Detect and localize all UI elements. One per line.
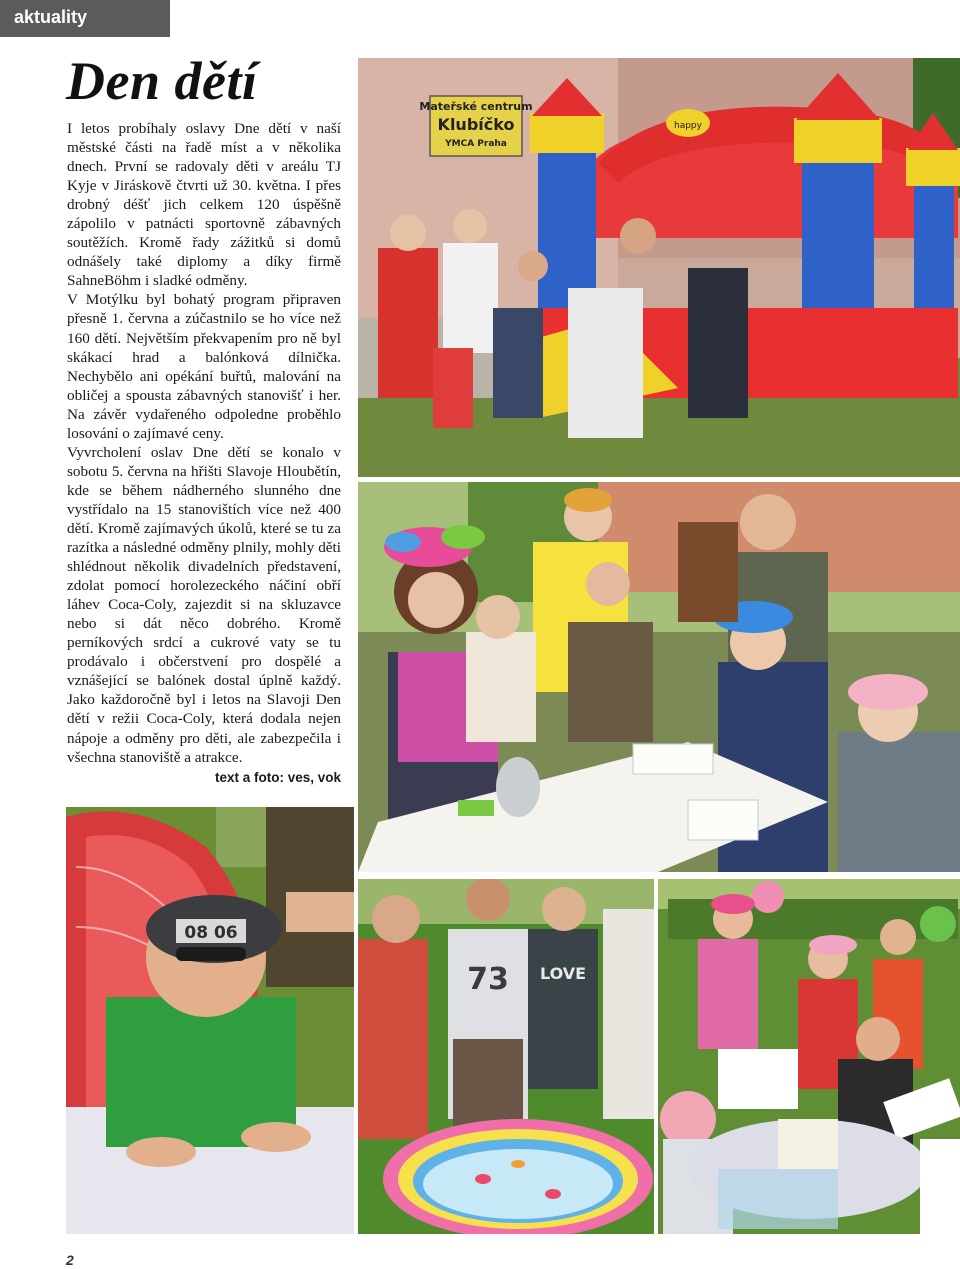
photo-bouncy-castle xyxy=(358,58,960,477)
section-label: aktuality xyxy=(14,7,88,27)
tshirt-text: LOVE xyxy=(539,964,587,983)
page-number: 2 xyxy=(66,1252,74,1268)
shirt-text: 73 xyxy=(467,962,509,997)
sign-line-2: Klubíčko xyxy=(437,115,515,134)
photo-colouring xyxy=(658,879,960,1234)
sign-line-1: Mateřské centrum xyxy=(419,100,533,113)
article-body xyxy=(67,119,341,787)
photo-tunnel xyxy=(66,807,354,1234)
balloon-brand: happy xyxy=(674,121,702,131)
paragraph-3: Vyvrcholení oslav Dne dětí se konalo v sobotu 5. června na hřišti Slavoje Hloubětín, kde se během nádherného slunného dne vystřídalo na 15 stanovištích více než 400 dětí. Kromě zajímavých úkolů, které se tu za razítka a následné odměny plnily, mohly děti shlédnout několik divadelních představení, zdolat pomocí horolezeckého náčiní obří láhev Coca-Coly, zajezdit si na skluzavce nebo si dát něco dobrého. Kromě perníkových srdcí a cukrové vaty se tu prodávalo i občerstvení pro dospělé a vznášející se balónek dostal úplně každý. Jako každoročně byl i letos na Slavoji Den dětí v režii Coca-Coly, která dodala nejen nápoje a odměny pro děti, ale zabezpečila i všechna stanoviště a atrakce. xyxy=(67,443,341,766)
section-tab xyxy=(0,0,170,37)
photo-fishing-pool xyxy=(358,879,654,1234)
paragraph-2: V Motýlku byl bohatý program připraven přesně 1. června a zúčastnilo se ho více než 160 dětí. Největším překvapením pro ně byl skákací hrad a balónková dílnička. Nechybělo ani opékání buřtů, malování na obličej a spousta zábavných stanovišť i her. Na závěr vydařeného odpoledne proběhlo losování o zajímavé ceny. xyxy=(67,291,341,442)
article-title: Den dětí xyxy=(66,51,258,111)
cap-text: 08 06 xyxy=(184,923,238,943)
photo-credit: text a foto: ves, vok xyxy=(214,769,341,785)
sign-line-3: YMCA Praha xyxy=(445,139,507,149)
paragraph-1: I letos probíhaly oslavy Dne dětí v naší městské části na řadě míst a v několika dnech. První se radovaly děti v areálu TJ Kyje v Jiráskově čtvrti už 30. května. I přes drobný déšť jich celkem 120 úspěšně zápolilo v patnácti sportovně zábavných soutěžích. Kromě řady zážitků si domů odnášely také diplomy a díky firmě SahneBöhm i sladké odměny. xyxy=(67,120,341,290)
photo-balloon-workshop xyxy=(358,482,960,872)
